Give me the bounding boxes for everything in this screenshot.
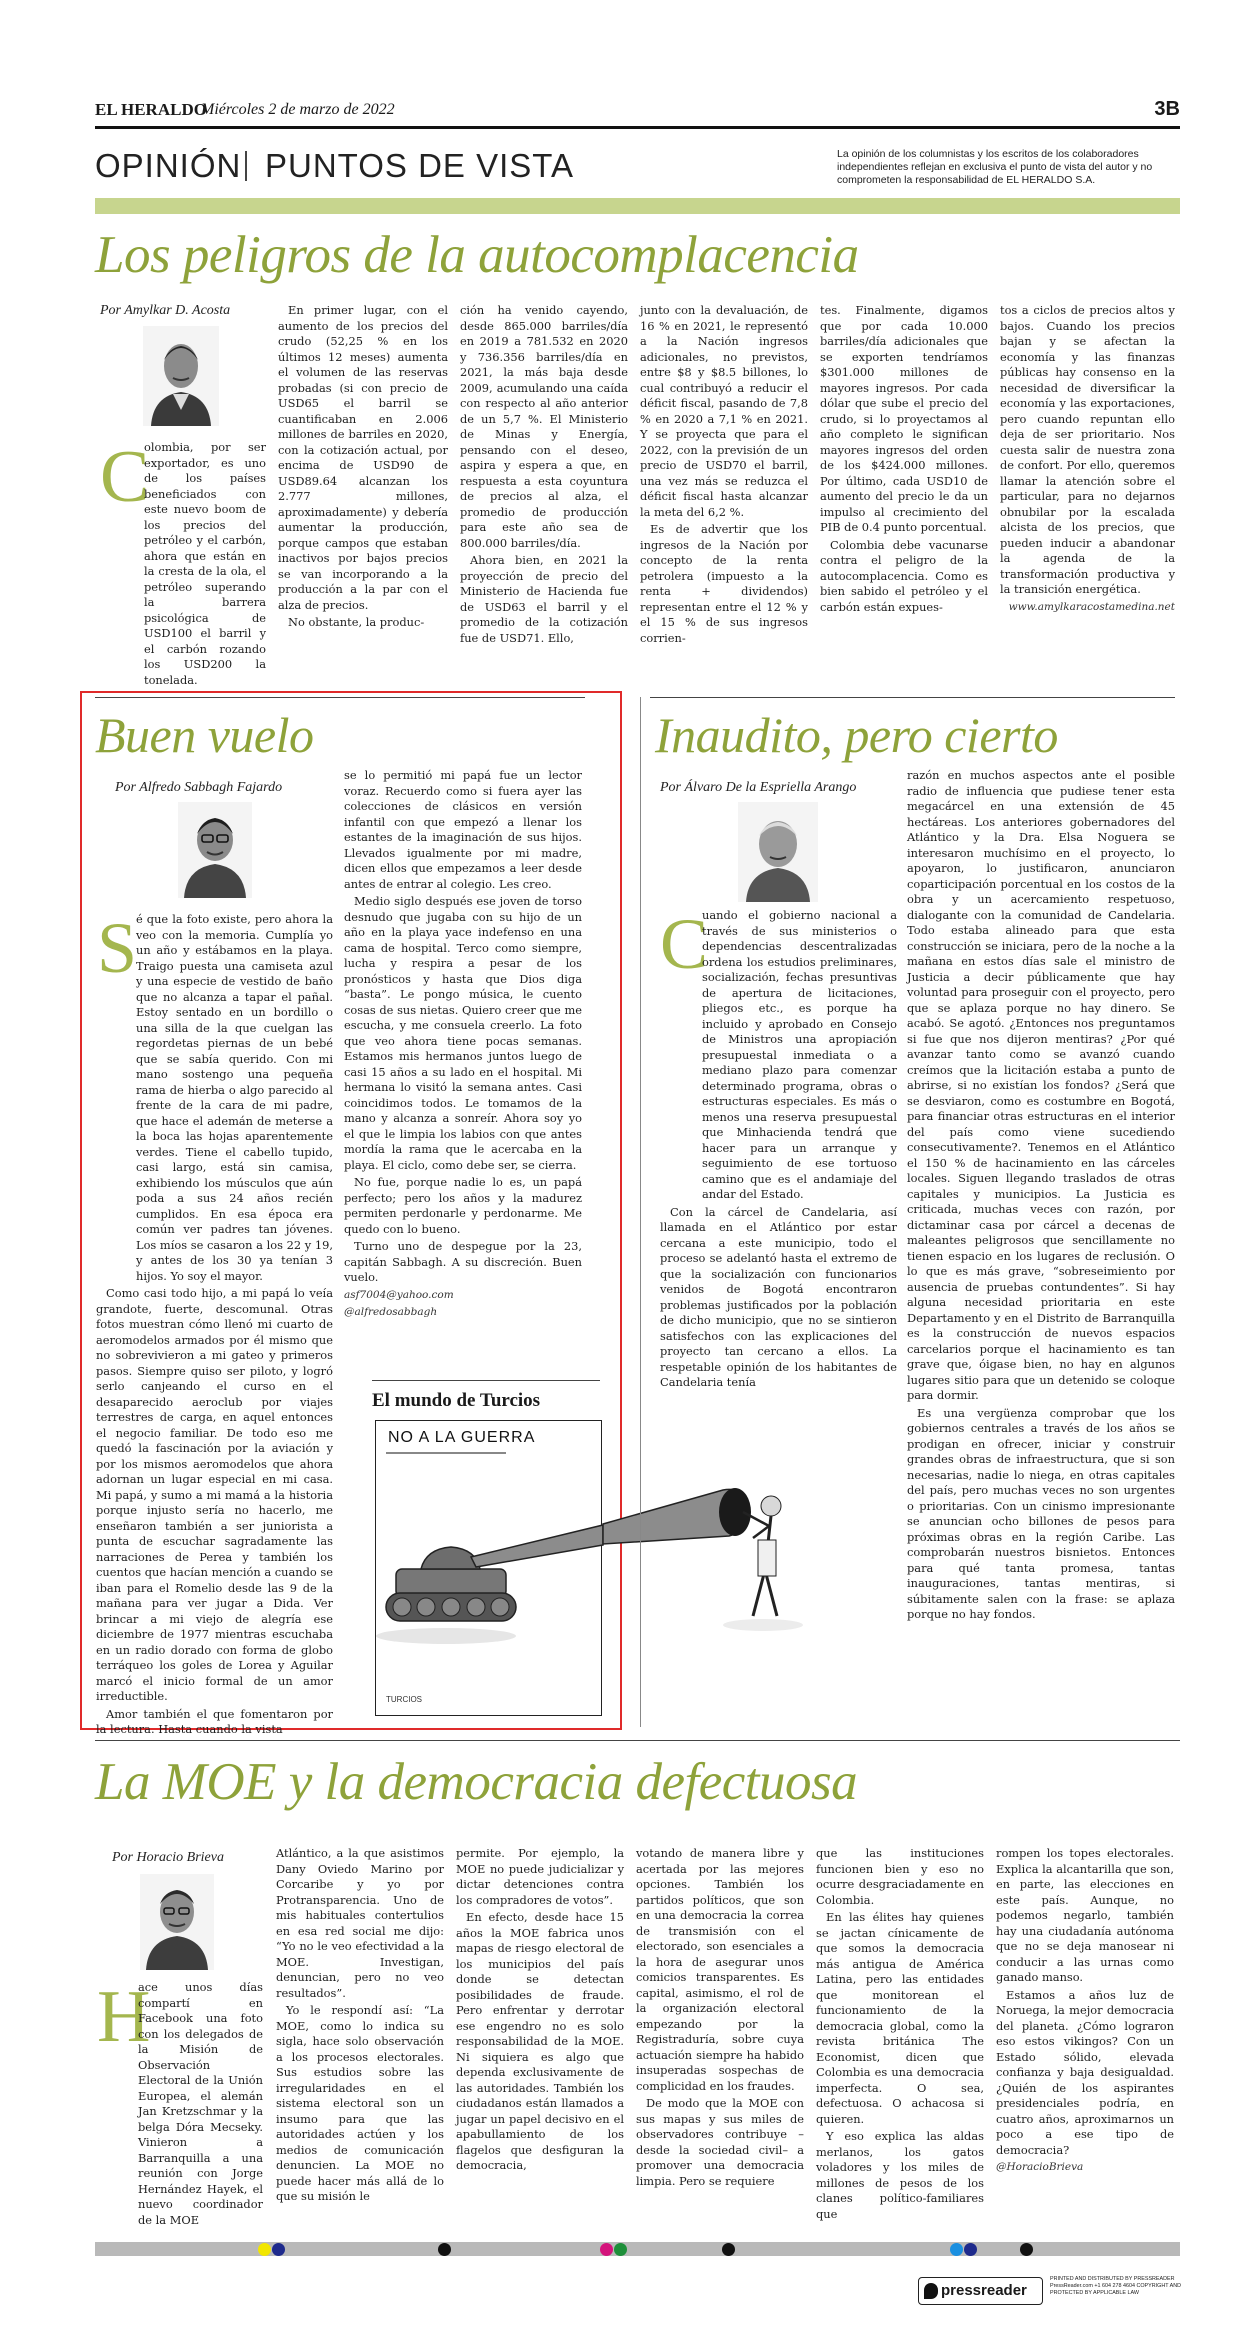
registration-dot-cyan	[950, 2243, 963, 2256]
pressreader-legal: PRINTED AND DISTRIBUTED BY PRESSREADER PressReader.com +1 604 278 4604 COPYRIGHT AND PROTECTED BY APPLICABLE LAW	[1050, 2276, 1181, 2296]
article4-column-6	[996, 1846, 1174, 2232]
article4-col4b-text: De modo que la MOE con sus mapas y sus miles de observadores contribuye –desde la sociedad civil– a promover una democracia limpia. Pero se requiere	[636, 2096, 804, 2188]
article1-column-4	[640, 303, 808, 660]
article1-col4b-text: Es de advertir que los ingresos de la Nación por concepto de la renta petrolera (impuesto a la renta + dividendos) representan entre el 12 % y el 15 % de sus ingresos corrien-	[640, 522, 808, 645]
masthead	[95, 98, 1180, 122]
registration-dot-black	[438, 2243, 451, 2256]
article4-col6-text: rompen los topes electorales. Explica la alcantarilla que son, en parte, las elecciones en este país. Aunque, no podemos negarlo, también hay una ciudadanía autónoma que no se deja manosear ni conducir a las urnas como ganado manso.	[996, 1846, 1174, 1984]
article1-col3b-text: Ahora bien, en 2021 la proyección de precio del Ministerio de Hacienda fue de USD63 el barril y el promedio de la cotización fue de USD71. Ello,	[460, 553, 628, 645]
article3-col1-text: uando el gobierno nacional a través de sus ministerios o dependencias descentralizadas ordena los estudios preliminares, socialización, fechas presuntivas de apertura de licitaciones, pliegos etc., es porque ha incluido y aprobado en Consejo de Ministros una apropiación presupuestal inmediata o a mediano plazo para comenzar determinado programa, obras o estructuras especiales. Es más o menos una reserva presupuestal que Minhacienda tendrá que hacer para un arranque y seguimiento de ese tortuoso camino que es el andamiaje del andar del Estado.	[702, 908, 897, 1201]
registration-dot-black-3	[1020, 2243, 1033, 2256]
article4-dropcap: H	[97, 1976, 151, 2058]
article1-dropcap: C	[100, 436, 150, 518]
registration-dot-blue	[272, 2243, 285, 2256]
cartoon-title: El mundo de Turcios	[372, 1390, 541, 1411]
paper-name: EL HERALDO	[95, 100, 207, 119]
cartoon-top-rule	[372, 1380, 600, 1381]
article3-left-rule	[640, 697, 641, 1727]
article4-col2-text: Atlántico, a la que asistimos Dany Oviedo Marino por Corcaribe y yo por Protransparencia. Uno de mis habituales contertulios en esa red social me dijo: “Yo no le veo efectividad a la MOE. Investigan, denuncian, pero no veo resultados”.	[276, 1846, 444, 2000]
section-title: OPINIÓN	[95, 147, 242, 184]
article3-column-1	[660, 904, 897, 1468]
section-divider	[245, 151, 247, 181]
article2-col2c-text: No fue, porque nadie lo es, un papá perfecto; pero los años y la madurez permiten perdonarle y perdonarme. Me quedo con lo bueno.	[344, 1175, 582, 1236]
article1-col2-text: En primer lugar, con el aumento de los precios del crudo (52,25 % en los últimos 12 meses) aumenta el volumen de las reservas probadas (si con precio de USD65 el barril se cuantificaban en 2.006 millones de barriles en 2020, con la cotización actual, por encima de USD90 de USD89.64 alcanzan los 2.777 millones, aproximadamente) y debería aumentar la producción, porque campos que estaban inactivos por bajos precios se van incorporando a la producción a la par con el alza de precios.	[278, 303, 448, 612]
article1-column-2	[278, 303, 448, 660]
article3-byline: Por Álvaro De la Espriella Arango	[660, 780, 857, 795]
article1-col5-text: tes. Finalmente, digamos que por cada 10.000 barriles/día adicionales que se exporten tendríamos $301.000 millones de mayores ingresos. Por cada dólar que sube el precio del crudo, si lo proyectamos al año completo le significan mayores ingresos del orden de los $424.000 millones. Por último, cada USD10 de aumento del precio le da un impulso al crecimiento del PIB de 0.4 punto porcentual.	[820, 303, 988, 534]
cartoon-caption: NO A LA GUERRA	[388, 1429, 536, 1446]
article4-column-5	[816, 1846, 984, 2232]
registration-dot-yellow	[258, 2243, 271, 2256]
cartoon-panel	[375, 1420, 602, 1716]
article1-col6-text: tos a ciclos de precios altos y bajos. Cuando los precios bajan y se afectan la economía y las finanzas públicas hay consenso en la necesidad de diversificar la economía y las exportaciones, pero cuando repuntan ello deja de ser prioritario. Nos cuesta salir de nuestra zona de confort. Por ello, queremos llamar la atención sobre el particular, para no dejarnos obnubilar por la escalada alcista de los precios, que pueden inducir a abandonar la agenda de la transformación productiva y la transición energética.	[1000, 303, 1175, 596]
registration-dot-magenta	[600, 2243, 613, 2256]
portrait-icon	[178, 802, 252, 898]
section-header	[95, 145, 1180, 191]
article1-col3-text: ción ha venido cayendo, desde 865.000 barriles/día en 2019 a 781.532 en 2020 y 736.356 barriles/día en 2021, la más baja desde 2009, acumulando una caída con respecto al año anterior de un 5,7 %. El Ministerio de Minas y Energía, pensando con el deseo, aspira y espera a que, en respuesta a esta coyuntura de precios al alza, el promedio de producción para este año sea de 800.000 barriles/día.	[460, 303, 628, 550]
cartoonist-signature: TURCIOS	[386, 1695, 422, 1704]
pressreader-logo[interactable]	[918, 2277, 1043, 2305]
article2-column-2	[344, 768, 582, 1374]
article1-col5b-text: Colombia debe vacunarse contra el peligro de la autocomplacencia. Como es bien sabido el petróleo y el carbón están expues-	[820, 537, 988, 614]
section-accent-bar	[95, 198, 1180, 214]
article3-column-2	[907, 768, 1175, 1728]
article2-column-1	[96, 908, 333, 1736]
article1-column-5	[820, 303, 988, 660]
portrait-icon	[738, 802, 818, 902]
article3-col2-text: razón en muchos aspectos ante el posible radio de influencia que pudiese tener esta megacárcel en una extensión de 45 hectáreas. Los anteriores gobernadores del Atlántico y la Dra. Elsa Noguera se interesaron muchísimo en el proyecto, lo apoyaron, lo justificaron, anunciaron coparticipación porcentual en los costos de la obra y un acercamiento respetuoso, dialogante con la comunidad de Candelaria. Todo estaba alineado para que esta construcción se iniciara, pero de la noche a la mañana en estos días sale el ministro de Justicia a decir públicamente que hay voluntad para proseguir con el proyecto, pero que se aplaza porque no hay dinero. Se acabó. Se agotó. ¿Entonces nos preguntamos si fue que nos dijeron mentiras? ¿Por qué avanzar tanto como se avanzó cuando creímos que la licitación estaba a punto de abrirse, si no existían los fondos? ¿Será que se desviaron, como es costumbre en Bogotá, para financiar otras estructuras en el interior del país como viene sucediendo consecutivamente?. Tenemos en el Atlántico el 150 % de hacinamiento en las cárceles locales. Siguen llegando traslados de otras capitales y municipios. La Justicia es criticada, muchas veces con razón, por dictaminar casa por cárcel a decenas de maleantes peligrosos que sencillamente no tienen espacio en los lugares de reclusión. O lo que es más grave, “sobreseimiento por ausencia de pruebas contundentes”. Si hay alguna necesidad prioritaria en este Departamento y en el Distrito de Barranquilla es la construcción de nuevos espacios carcelarios porque el hacinamiento es tan grave que, óigase bien, no hay en algunos lugares sitio para que un detenido se coloque para dormir.	[907, 768, 1175, 1402]
article4-byline: Por Horacio Brieva	[112, 1850, 224, 1865]
article3-top-rule	[650, 697, 1175, 698]
page-number: 3B	[1154, 98, 1180, 120]
article1-col2b-text: No obstante, la produc-	[288, 615, 425, 629]
pressreader-logo-text: pressreader	[941, 2282, 1027, 2299]
article1-column-6	[1000, 303, 1175, 660]
article2-byline: Por Alfredo Sabbagh Fajardo	[115, 780, 283, 795]
article1-byline: Por Amylkar D. Acosta	[100, 303, 231, 318]
registration-dot-black-2	[722, 2243, 735, 2256]
article1-column-3	[460, 303, 628, 660]
portrait-icon	[140, 1874, 214, 1970]
author-photo-sabbagh	[178, 802, 252, 898]
article4-column-4	[636, 1846, 804, 2232]
article2-col1c-text: Amor también el que fomentaron por la lectura. Hasta cuando la vista	[96, 1706, 333, 1736]
registration-dot-blue-2	[964, 2243, 977, 2256]
portrait-icon	[143, 326, 219, 426]
article4-col5b-text: En las élites hay quienes se jactan cínicamente de que somos la democracia más antigua de América Latina, pero las entidades que monitorean el funcionamiento de la democracia global, como la revista británica The Economist, dicen que Colombia es una democracia imperfecta. O sea, defectuosa. O achacosa si quieren.	[816, 1910, 984, 2126]
section-subtitle: PUNTOS DE VISTA	[265, 147, 575, 184]
article4-col2b-text: Yo le respondí así: “La MOE, como lo indica su sigla, hace solo observación a los procesos electorales. Sus estudios sobre las irregularidades en el sistema electoral son un insumo para que las autoridades actúen y los medios de comunicación denuncien. La MOE no puede hacer más allá de lo que su misión le	[276, 2003, 444, 2203]
article4-column-2	[276, 1846, 444, 2232]
article1-col1-text: olombia, por ser exportador, es uno de los países beneficiados con este nuevo boom de los precios del petróleo y el carbón, ahora que están en la cresta de la ola, el petróleo superando la barrera psicológica de USD100 el barril y el carbón rozando los USD200 la tonelada.	[144, 440, 266, 687]
article4-col3-text: permite. Por ejemplo, la MOE no puede judicializar y dictar detenciones contra los compradores de votos”.	[456, 1846, 624, 1907]
article4-col3b-text: En efecto, desde hace 15 años la MOE fabrica unos mapas de riesgo electoral de los municipios del país donde se detectan posibilidades de fraude. Pero enfrentar y derrotar ese engendro no es solo responsabilidad de la MOE. Ni siquiera es algo que dependa exclusivamente de las autoridades. También los ciudadanos están llamados a jugar un papel decisivo en el apabullamiento de los flagelos que desfiguran la democracia,	[456, 1910, 624, 2172]
author-photo-brieva	[140, 1874, 214, 1970]
article4-column-1	[96, 1976, 263, 2230]
article2-email: asf7004@yahoo.com	[344, 1288, 454, 1301]
article4-signature: @HoracioBrieva	[996, 2161, 1084, 2173]
article2-headline: Buen vuelo	[95, 707, 314, 763]
article4-col5c-text: Y eso explica las aldas merlanos, los gatos voladores y los miles de millones de pesos de los clanes político-familiares que	[816, 2129, 984, 2221]
article4-col6b-text: Estamos a años luz de Noruega, la mejor democracia del planeta. ¿Cómo lograron eso estos vikingos? Con un Estado sólido, elevada confianza y baja desigualdad. ¿Quién de los aspirantes presidenciales podría, en cuatro años, aproximarnos un poco a ese tipo de democracia?	[996, 1987, 1174, 2157]
article2-col2d-text: Turno uno de despegue por la 23, capitán Sabbagh. A su discreción. Buen vuelo.	[344, 1239, 582, 1284]
edition-date: Miércoles 2 de marzo de 2022	[201, 101, 395, 118]
article2-col1-text: é que la foto existe, pero ahora la veo con la memoria. Cumplía yo un año y estábamos en la playa. Traigo puesta una camiseta azul y una especie de vestido de baño que no alcanza a tapar el pañal. Estoy sentado en un bordillo o una silla de la que cuelgan las regordetas piernas de un bebé que se sabía querido. Con mi mano sostengo una pequeña rama de hierba o algo parecido al frente de la cara de mi padre, que hace el ademán de meterse a la boca las hojas aparentemente verdes. Tiene el cabello tupido, casi largo, está sin camisa, exhibiendo los músculos que aún poda a sus 24 años recién cumplidos. En esa época era común ver padres tan jóvenes. Los míos se casaron a los 22 y 19, y antes de los 30 ya tenían 3 hijos. Yo soy el mayor.	[136, 912, 333, 1283]
article3-col2b-text: Es una vergüenza comprobar que los gobiernos centrales a través de los años se prodigan en ofrecer, iniciar y construir grandes obras de infraestructura, que si son necesarias, nadie lo niega, en otras capitales del país, pero muchas veces no son urgentes o prioritarias. Con un cinismo impresionante se anuncian ocho billones de pesos para próximas obras en la región Caribe. Las comprobarán nuestros bisnietos. Entonces para qué tanta promesa, tantas inauguraciones, tantas mentiras, si súbitamente salen con la frase: se aplaza porque no hay fondos.	[907, 1405, 1175, 1621]
author-photo-espriella	[738, 802, 818, 902]
article2-col2-text: se lo permitió mi papá fue un lector voraz. Recuerdo como si fuera ayer las colecciones de clásicos en versión infantil con que empezó a llenar los estantes de la imaginación de sus hijos. Llevados igualmente por mi madre, dicen ellos que empezamos a leer desde antes de entrar al colegio. Les creo.	[344, 768, 582, 891]
article2-col2b-text: Medio siglo después ese joven de torso desnudo que jugaba con su hijo de un año en la playa yace indefenso en una cama de hospital. Terco como siempre, lucha y respira a pesar de los pronósticos y hasta que Dios diga “basta”. Le pongo música, le cuento cosas de sus nietas. Quiero creer que me escucha, y me consuela creerlo. La foto que veo ahora tiene pocas semanas. Estamos mis hermanos juntos luego de casi 15 años a su lado en el hospital. Mi hermana lo visitó la semana antes. Casi coincidimos todos. Le tomamos de la mano y alcanza a sonreír. Ahora soy yo el que le limpia los labios con que antes mordía la rama que le acercaba en la playa. El ciclo, como debe ser, se cierra.	[344, 894, 582, 1172]
article4-col5-text: que las instituciones funcionen bien y eso no ocurre desgraciadamente en Colombia.	[816, 1846, 984, 1907]
article2-col1b-text: Como casi todo hijo, a mi papá lo veía grandote, fuerte, descomunal. Otras fotos muestran cómo llenó mi cuarto de aeromodelos armados por él mismo que no sobrevivieron a mi gateo y primeros pasos. Siempre quiso ser piloto, y logró serlo canjeando el curso en el desaparecido aeroclub por viajes terrestres de carga, en aquel entonces el negocio familiar. De todo eso me quedó la fascinación por la aviación y por los mismos aeromodelos que ahora adornan un lugar especial en mi casa. Mi papá, y sumo a mi mamá a la historia porque injusto sería no hacerlo, me enseñaron también a ser juniorista a punta de escuchar sagradamente las narraciones de Perea y también los cuentos que hacían mención a cuando se iban para el Romelio desde las 9 de la mañana para ver jugar a Dida. Ver brincar a mi viejo de alegría ese diciembre de 1977 mientras escuchaba en un radio dorado con forma de globo terráqueo los goles de Lorea y Aguilar marcó el inicio formal de un amor irreductible.	[96, 1286, 333, 1703]
article2-top-rule	[95, 697, 585, 698]
article4-col4-text: votando de manera libre y acertada por las mejores opciones. También los partidos políticos, que son en una democracia la correa de transmisión con el electorado, son esenciales a la hora de asegurar unos comicios transparentes. Es capital, asimismo, el rol de la organización electoral empezando por la Registraduría, sobre cuya actuación siempre ha habido insuperadas sospechas de complicidad en los fraudes.	[636, 1846, 804, 2093]
disclaimer-note: La opinión de los columnistas y los escritos de los colaboradores independientes reflejan en exclusiva el punto de vista del autor y no comprometen la responsabilidad de EL HERALDO S.A.	[837, 148, 1153, 186]
article4-top-rule	[95, 1740, 1180, 1741]
article3-headline: Inaudito, pero cierto	[655, 707, 1058, 763]
article1-col4-text: junto con la devaluación, de 16 % en 2021, le representó a la Nación ingresos adicionales, no previstos, entre $8 y $8.5 billones, lo cual contribuyó a reducir el déficit fiscal, pasando de 7,8 % en 2020 a 7,1 % en 2021. Y se proyecta que para el 2022, con la previsión de un precio de USD70 el barril, una vez más se reduzca el déficit fiscal hasta alcanzar la meta del 6,2 %.	[640, 303, 808, 519]
registration-dot-green	[614, 2243, 627, 2256]
article1-signature: www.amylkaracostamedina.net	[1008, 600, 1175, 613]
article1-column-1	[98, 436, 266, 687]
article3-col1b-text: Con la cárcel de Candelaria, así llamada en el Atlántico por estar cercana a este municipio, todo el proceso se adelantó hasta el extremo de que la socialización con funcionarios venidos de Bogotá encontraron problemas justificados por la población de dicho municipio, que no se sintieron satisfechos con las explicaciones del proyecto tan cercano a ellos. La respetable opinión de los habitantes de Candelaria tenía	[660, 1204, 897, 1389]
article2-handle: @alfredosabbagh	[344, 1306, 438, 1318]
article2-dropcap: S	[97, 908, 138, 988]
pressreader-mark-icon	[924, 2283, 938, 2299]
article4-col1-text: ace unos días compartí en Facebook una foto con los delegados de la Misión de Observación Electoral de la Unión Europea, el alemán Jan Kretzschmar y la belga Dóra Mecseky. Vinieron a Barranquilla a una reunión con Jorge Hernández Hayek, el nuevo coordinador de la MOE	[138, 1980, 263, 2227]
article1-headline: Los peligros de la autocomplacencia	[95, 226, 859, 284]
article3-dropcap: C	[660, 904, 709, 984]
article4-headline: La MOE y la democracia defectuosa	[95, 1753, 858, 1811]
author-photo-acosta	[143, 326, 219, 426]
masthead-rule	[95, 126, 1180, 129]
tank-drawing-icon	[376, 1421, 603, 1717]
article4-column-3	[456, 1846, 624, 2232]
